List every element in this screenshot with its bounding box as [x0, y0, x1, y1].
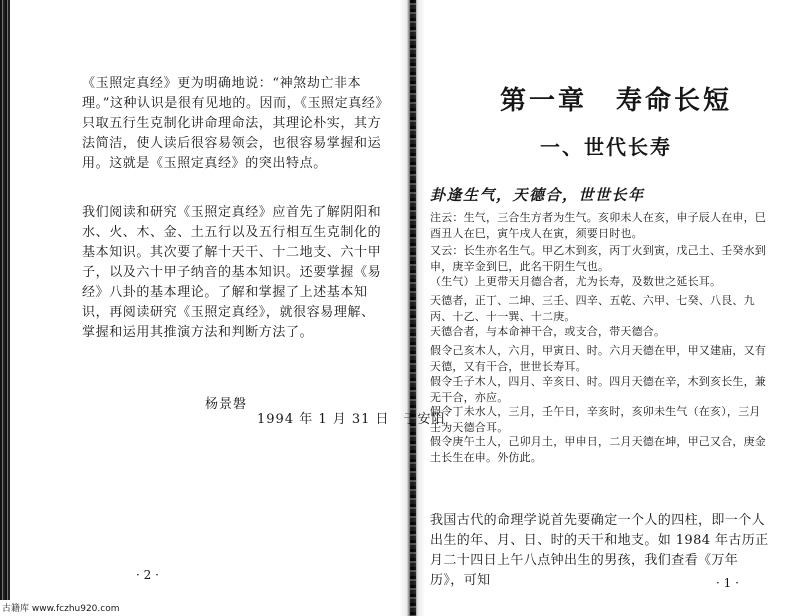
preface-date: 1994 年 1 月 31 日 于安阳 [257, 412, 446, 427]
right-body-paragraph: 我国古代的命理学说首先要确定一个人的四柱，即一个人出生的年、月、日、时的天干和地支。如 1984 年古历正月二十四日上午八点钟出生的男孩，我们查看《万年历》，可知 [430, 513, 769, 588]
preface-author: 杨景磐 [205, 397, 248, 412]
annotation-5: 天德合者，与本命神干合，或支合，带天德合。 [430, 325, 666, 338]
section-title: 一、世代长寿 [540, 135, 672, 159]
annotation-2: 又云：长生亦名生气。甲乙木到亥，丙丁火到寅，戊己土、壬癸水到申，庚辛金到巳，此名干阴生气也。 [430, 244, 766, 273]
annotation-8: 假令丁未水人，三月，壬午日，辛亥时，亥卯未生气（在亥），三月壬为天德合耳。 [430, 405, 761, 434]
page-edge-shadow [0, 0, 10, 600]
annotation-4: 天德者，正丁、二坤、三壬、四辛、五乾、六甲、七癸、八艮、九丙、十乙、十一巽、十二庚。 [430, 294, 755, 323]
gutter-binding [410, 0, 416, 616]
verse-heading: 卦逢生气，天德合，世世长年 [430, 186, 645, 204]
chapter-title: 第一章 寿命长短 [500, 86, 733, 116]
annotation-7: 假令壬子木人，四月、辛亥日、时。四月天德在辛，木到亥长生，兼无干合，亦应。 [430, 375, 766, 404]
annotation-1: 注云：生气，三合生方者为生气。亥卯未人在亥，申子辰人在申，巳酉丑人在巳，寅午戌人在寅，须要日时也。 [430, 211, 766, 240]
annotation-9: 假令庚午土人，己卯月土，甲申日，二月天德在坤，甲己又合，庚金土长生在申。外仿此。 [430, 435, 766, 464]
annotation-6: 假令己亥木人，六月，甲寅日、时。六月天德在甲，甲又建庙，又有天德，又有干合，世世长寿耳。 [430, 344, 766, 373]
left-page-number: · 2 · [136, 568, 159, 582]
right-page-number: · 1 · [716, 576, 739, 590]
left-paragraph-1: 《玉照定真经》更为明确地说：“神煞劫亡非本理。”这种认识是很有见地的。因而，《玉照定真经》只取五行生克制化讲命理命法，其理论朴实，其方法简洁，使人读后很容易领会，也很容易掌握和运用。这就是《玉照定真经》的突出特点。 [82, 76, 383, 171]
left-paragraph-2: 我们阅读和研究《玉照定真经》应首先了解阴阳和水、火、木、金、土五行以及五行相互生克制化的基本知识。其次要了解十天干、十二地支、六十甲子，以及六十甲子纳音的基本知识。还要掌握《易经》八卦的基本理论。了解和掌握了上述基本知识，再阅读研究《玉照定真经》，就很容易理解、掌握和运用其推演方法和判断方法了。 [82, 205, 382, 340]
annotation-3: （生气）上更带天月德合者，尤为长寿，及数世之延长耳。 [430, 275, 722, 288]
site-watermark: 古籍库 www.fczhu920.com [2, 604, 120, 614]
